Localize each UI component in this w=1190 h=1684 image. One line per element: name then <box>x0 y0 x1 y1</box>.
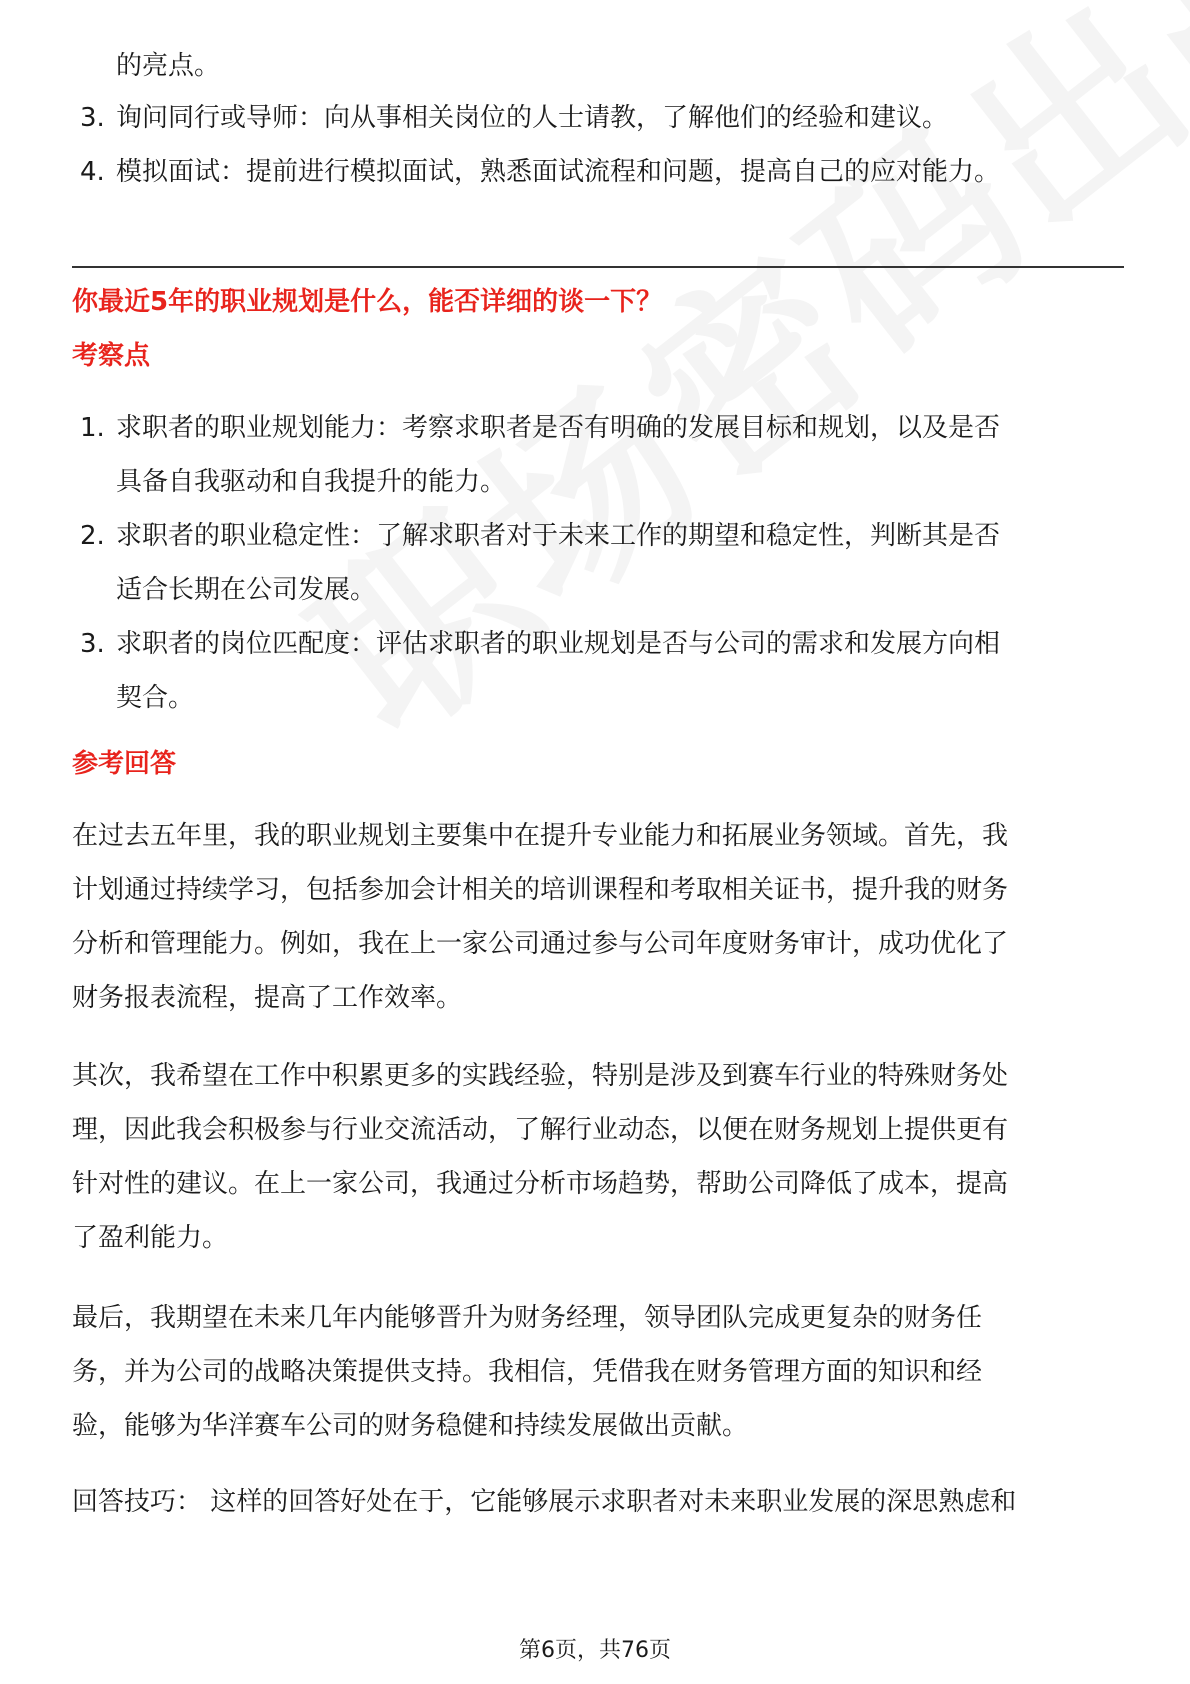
paragraph-line: 了盈利能力。 <box>72 1223 229 1253</box>
list-item-line: 适合长期在公司发展。 <box>116 575 377 605</box>
list-number: 3. <box>80 103 105 133</box>
list-number: 4. <box>80 157 105 187</box>
paragraph-line: 分析和管理能力。例如，我在上一家公司通过参与公司年度财务审计，成功优化了 <box>72 929 1009 959</box>
answer-tip: 回答技巧： 这样的回答好处在于，它能够展示求职者对未来职业发展的深思熟虑和 <box>72 1487 1017 1517</box>
list-item: 模拟面试：提前进行模拟面试，熟悉面试流程和问题，提高自己的应对能力。 <box>116 157 1001 187</box>
paragraph-line: 针对性的建议。在上一家公司，我通过分析市场趋势，帮助公司降低了成本，提高 <box>72 1169 1009 1199</box>
list-number: 1. <box>80 413 105 443</box>
paragraph-line: 在过去五年里，我的职业规划主要集中在提升专业能力和拓展业务领域。首先，我 <box>72 821 1009 851</box>
list-item-continuation: 的亮点。 <box>116 51 221 81</box>
list-item-line: 具备自我驱动和自我提升的能力。 <box>116 467 507 497</box>
page-number: 第6页，共76页 <box>519 1638 671 1663</box>
paragraph-line: 验，能够为华洋赛车公司的财务稳健和持续发展做出贡献。 <box>72 1411 749 1441</box>
paragraph-line: 财务报表流程，提高了工作效率。 <box>72 983 463 1013</box>
list-item-line: 求职者的职业稳定性：了解求职者对于未来工作的期望和稳定性，判断其是否 <box>116 521 1001 551</box>
paragraph-line: 其次，我希望在工作中积累更多的实践经验，特别是涉及到赛车行业的特殊财务处 <box>72 1061 1009 1091</box>
list-item-line: 求职者的岗位匹配度：评估求职者的职业规划是否与公司的需求和发展方向相 <box>116 629 1001 659</box>
answer-heading: 参考回答 <box>72 749 177 779</box>
focus-heading: 考察点 <box>72 341 151 371</box>
paragraph-line: 最后，我期望在未来几年内能够晋升为财务经理，领导团队完成更复杂的财务任 <box>72 1303 983 1333</box>
list-number: 2. <box>80 521 105 551</box>
paragraph-line: 计划通过持续学习，包括参加会计相关的培训课程和考取相关证书，提升我的财务 <box>72 875 1009 905</box>
paragraph-line: 理，因此我会积极参与行业交流活动，了解行业动态，以便在财务规划上提供更有 <box>72 1115 1009 1145</box>
question-title: 你最近5年的职业规划是什么，能否详细的谈一下？ <box>72 287 663 317</box>
list-item-line: 求职者的职业规划能力：考察求职者是否有明确的发展目标和规划，以及是否 <box>116 413 1001 443</box>
list-item: 询问同行或导师：向从事相关岗位的人士请教，了解他们的经验和建议。 <box>116 103 949 133</box>
list-item-line: 契合。 <box>116 683 195 713</box>
paragraph-line: 务，并为公司的战略决策提供支持。我相信，凭借我在财务管理方面的知识和经 <box>72 1357 983 1387</box>
list-number: 3. <box>80 629 105 659</box>
section-divider <box>72 266 1124 268</box>
